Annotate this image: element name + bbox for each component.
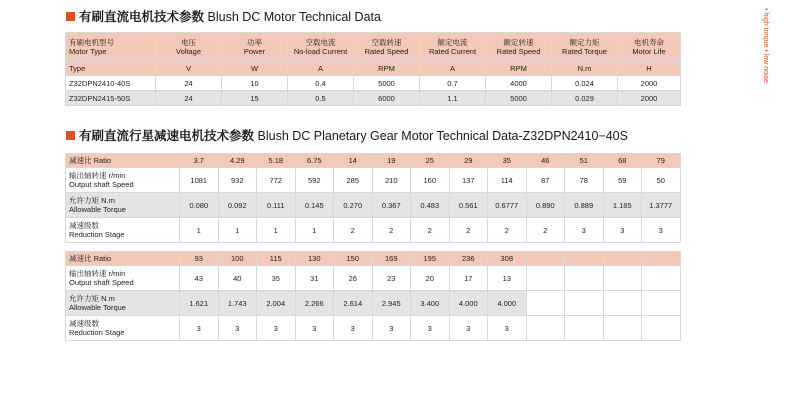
table-cell: 4.000 xyxy=(449,291,488,316)
table-cell: 50 xyxy=(642,168,681,193)
unit-cell: RPM xyxy=(486,61,552,76)
header-en: Power xyxy=(243,46,266,56)
table-cell xyxy=(565,252,604,266)
table-row-speed xyxy=(66,266,681,291)
table-cell: 0.367 xyxy=(372,193,411,218)
table-cell: 3 xyxy=(603,218,642,243)
table-cell: 19 xyxy=(372,154,411,168)
table-cell: 6.75 xyxy=(295,154,334,168)
header-cell xyxy=(420,33,486,61)
table-cell: 0.080 xyxy=(180,193,219,218)
table-cell: 932 xyxy=(218,168,257,193)
row-label-text: 输出轴转速 r/min xyxy=(69,171,126,180)
table-cell: 0.111 xyxy=(257,193,296,218)
table-row-ratio xyxy=(66,252,681,266)
table-cell: 3 xyxy=(257,316,296,341)
header-cell xyxy=(486,33,552,61)
table-cell: 0.890 xyxy=(526,193,565,218)
table-cell: 1 xyxy=(218,218,257,243)
table-cell: 51 xyxy=(565,154,604,168)
table-cell: 0.7 xyxy=(420,76,486,91)
table-cell: 1.3777 xyxy=(642,193,681,218)
unit-cell: Type xyxy=(66,61,156,76)
table-cell: 20 xyxy=(411,266,450,291)
unit-cell: V xyxy=(156,61,222,76)
header-cell xyxy=(354,33,420,61)
table-cell: 150 xyxy=(334,252,373,266)
table-cell: 3.400 xyxy=(411,291,450,316)
table-cell: 195 xyxy=(411,252,450,266)
table-cell: 2 xyxy=(488,218,527,243)
table-cell: 78 xyxy=(565,168,604,193)
table-cell: 0.889 xyxy=(565,193,604,218)
row-label-text: Allowable Torque xyxy=(69,205,126,214)
row-label xyxy=(66,193,180,218)
table-cell: 2 xyxy=(334,218,373,243)
table-cell: 25 xyxy=(411,154,450,168)
row-label-text: Output shaft Speed xyxy=(69,180,134,189)
header-en: Rated Speed xyxy=(496,46,541,56)
table-cell: 79 xyxy=(642,154,681,168)
table-cell: 0.483 xyxy=(411,193,450,218)
row-label-text: 减速比 Ratio xyxy=(69,156,112,165)
table-cell: 3 xyxy=(449,316,488,341)
header-cell xyxy=(222,33,288,61)
table-cell: 43 xyxy=(180,266,219,291)
table-cell: 2 xyxy=(411,218,450,243)
table-cell: 308 xyxy=(488,252,527,266)
table-cell: Z32DPN2410-40S xyxy=(66,76,156,91)
table-cell: 0.092 xyxy=(218,193,257,218)
row-label-text: 允许力矩 N.m xyxy=(69,196,115,205)
table-cell xyxy=(642,266,681,291)
table-cell: 3 xyxy=(372,316,411,341)
row-label-text: Allowable Torque xyxy=(69,303,126,312)
unit-cell: H xyxy=(618,61,681,76)
table-cell: 13 xyxy=(488,266,527,291)
row-label xyxy=(66,291,180,316)
motor-data-table xyxy=(65,32,681,106)
table-cell: 10 xyxy=(222,76,288,91)
table-cell: 169 xyxy=(372,252,411,266)
table-cell: 100 xyxy=(218,252,257,266)
unit-cell: A xyxy=(420,61,486,76)
header-cell xyxy=(156,33,222,61)
table-cell: 1.1 xyxy=(420,91,486,106)
table-cell: 210 xyxy=(372,168,411,193)
table-cell: 3 xyxy=(334,316,373,341)
table-cell: 1.743 xyxy=(218,291,257,316)
table-cell: 3 xyxy=(218,316,257,341)
table-cell: 17 xyxy=(449,266,488,291)
row-label-text: Reduction Stage xyxy=(69,328,125,337)
header-en: Motor Life xyxy=(632,46,666,56)
table-cell: 3.7 xyxy=(180,154,219,168)
title-en: Blush DC Motor Technical Data xyxy=(207,10,381,24)
table-cell: 14 xyxy=(334,154,373,168)
table-cell: 3 xyxy=(488,316,527,341)
table-cell: 4.000 xyxy=(488,291,527,316)
header-en: No-load Current xyxy=(293,46,348,56)
row-label-text: 减速级数 xyxy=(69,221,99,230)
header-en: Rated Speed xyxy=(364,46,409,56)
table-cell: 35 xyxy=(488,154,527,168)
table-cell: 31 xyxy=(295,266,334,291)
header-cell xyxy=(618,33,681,61)
table-cell: 772 xyxy=(257,168,296,193)
table-cell: 115 xyxy=(257,252,296,266)
header-cn: 有刷电机型号 xyxy=(69,37,114,47)
gear-motor-table-1 xyxy=(65,153,681,243)
table-cell: 2000 xyxy=(618,76,681,91)
table-cell: 29 xyxy=(449,154,488,168)
table-cell: 2.614 xyxy=(334,291,373,316)
table-cell xyxy=(603,252,642,266)
table-cell: 1 xyxy=(180,218,219,243)
table-cell: 2 xyxy=(526,218,565,243)
table-cell xyxy=(642,252,681,266)
header-cn: 空载电流 xyxy=(305,37,336,47)
table-cell: 2 xyxy=(449,218,488,243)
header-cn: 额定电流 xyxy=(437,37,468,47)
table-cell xyxy=(526,316,565,341)
table-cell: 1 xyxy=(295,218,334,243)
table-cell: 0.029 xyxy=(552,91,618,106)
table-row-stage xyxy=(66,316,681,341)
table-cell xyxy=(526,266,565,291)
row-label-text: 减速级数 xyxy=(69,319,99,328)
table-cell: 0.4 xyxy=(288,76,354,91)
table-cell: 130 xyxy=(295,252,334,266)
row-label-text: Output shaft Speed xyxy=(69,278,134,287)
table-row xyxy=(66,91,681,106)
table-cell: 15 xyxy=(222,91,288,106)
table-cell: 3 xyxy=(180,316,219,341)
header-en: Voltage xyxy=(175,46,202,56)
table-cell: 24 xyxy=(156,91,222,106)
table-cell: 87 xyxy=(526,168,565,193)
table-cell: 285 xyxy=(334,168,373,193)
row-label xyxy=(66,154,180,168)
unit-cell: N.m xyxy=(552,61,618,76)
table-cell: 2 xyxy=(372,218,411,243)
table-cell: 1 xyxy=(257,218,296,243)
table-cell: Z32DPN2415-50S xyxy=(66,91,156,106)
table-cell: 3 xyxy=(411,316,450,341)
table-cell: 2.004 xyxy=(257,291,296,316)
table-cell: 1081 xyxy=(180,168,219,193)
header-cn: 电机寿命 xyxy=(634,37,664,47)
row-label-text: 输出轴转速 r/min xyxy=(69,269,126,278)
table-cell: 59 xyxy=(603,168,642,193)
table-cell: 0.145 xyxy=(295,193,334,218)
header-cn: 电压 xyxy=(181,37,196,47)
table-cell xyxy=(603,266,642,291)
table-cell: 2.266 xyxy=(295,291,334,316)
side-tagline-text: • high torque • low noise xyxy=(762,8,769,83)
table-cell xyxy=(642,291,681,316)
row-label-text: 减速比 Ratio xyxy=(69,254,112,263)
table-cell xyxy=(565,316,604,341)
table-row-torque xyxy=(66,193,681,218)
table-cell: 2000 xyxy=(618,91,681,106)
row-label xyxy=(66,252,180,266)
table-cell: 5.18 xyxy=(257,154,296,168)
table-cell: 6000 xyxy=(354,91,420,106)
table-cell: 0.5 xyxy=(288,91,354,106)
header-cn: 额定转速 xyxy=(503,37,534,47)
table-cell: 592 xyxy=(295,168,334,193)
header-cell xyxy=(288,33,354,61)
side-tagline xyxy=(757,8,771,118)
table-cell: 236 xyxy=(449,252,488,266)
table-cell: 46 xyxy=(526,154,565,168)
header-cn: 额定力矩 xyxy=(569,37,600,47)
table-cell: 137 xyxy=(449,168,488,193)
header-en: Motor Type xyxy=(69,46,107,56)
table-cell: 0.270 xyxy=(334,193,373,218)
row-label xyxy=(66,266,180,291)
table-row-ratio xyxy=(66,154,681,168)
table-row xyxy=(66,76,681,91)
square-bullet-icon xyxy=(66,131,75,140)
section-title-motor xyxy=(66,7,381,25)
table-cell: 23 xyxy=(372,266,411,291)
table-cell: 4.29 xyxy=(218,154,257,168)
table-cell: 1.621 xyxy=(180,291,219,316)
row-label xyxy=(66,168,180,193)
table-cell: 68 xyxy=(603,154,642,168)
table-cell xyxy=(565,291,604,316)
table-cell: 1.185 xyxy=(603,193,642,218)
unit-cell: W xyxy=(222,61,288,76)
row-label-text: Reduction Stage xyxy=(69,230,125,239)
table-cell xyxy=(565,266,604,291)
title-cn: 有刷直流行星减速电机技术参数 xyxy=(79,129,255,143)
table-cell: 114 xyxy=(488,168,527,193)
table-cell: 0.6777 xyxy=(488,193,527,218)
header-en: Rated Current xyxy=(428,46,477,56)
section-title-gear-motor xyxy=(66,126,628,144)
table-cell xyxy=(526,252,565,266)
table-cell: 35 xyxy=(257,266,296,291)
table-cell xyxy=(603,316,642,341)
table-cell: 24 xyxy=(156,76,222,91)
gear-motor-table-2 xyxy=(65,251,681,341)
header-cn: 空载转速 xyxy=(371,37,402,47)
table-cell: 40 xyxy=(218,266,257,291)
table-cell: 2.945 xyxy=(372,291,411,316)
title-cn: 有刷直流电机技术参数 xyxy=(79,10,205,24)
header-cell xyxy=(552,33,618,61)
table-cell: 93 xyxy=(180,252,219,266)
table-cell: 0.561 xyxy=(449,193,488,218)
row-label xyxy=(66,316,180,341)
row-label xyxy=(66,218,180,243)
table-cell: 160 xyxy=(411,168,450,193)
unit-cell: RPM xyxy=(354,61,420,76)
table-row-stage xyxy=(66,218,681,243)
table-cell: 0.024 xyxy=(552,76,618,91)
header-en: Rated Torque xyxy=(562,46,607,56)
header-cell xyxy=(66,33,156,61)
title-en: Blush DC Planetary Gear Motor Technical Data-Z32DPN2410−40S xyxy=(257,129,628,143)
table-cell: 3 xyxy=(565,218,604,243)
table-cell: 5000 xyxy=(486,91,552,106)
table-row-torque xyxy=(66,291,681,316)
table-cell: 3 xyxy=(295,316,334,341)
row-label-text: 允许力矩 N.m xyxy=(69,294,115,303)
table-cell xyxy=(642,316,681,341)
square-bullet-icon xyxy=(66,12,75,21)
table-row-speed xyxy=(66,168,681,193)
table-cell: 4000 xyxy=(486,76,552,91)
table-cell: 3 xyxy=(642,218,681,243)
table-cell xyxy=(603,291,642,316)
unit-cell: A xyxy=(288,61,354,76)
table-cell: 5000 xyxy=(354,76,420,91)
table-cell xyxy=(526,291,565,316)
table-cell: 26 xyxy=(334,266,373,291)
header-cn: 功率 xyxy=(247,37,262,47)
